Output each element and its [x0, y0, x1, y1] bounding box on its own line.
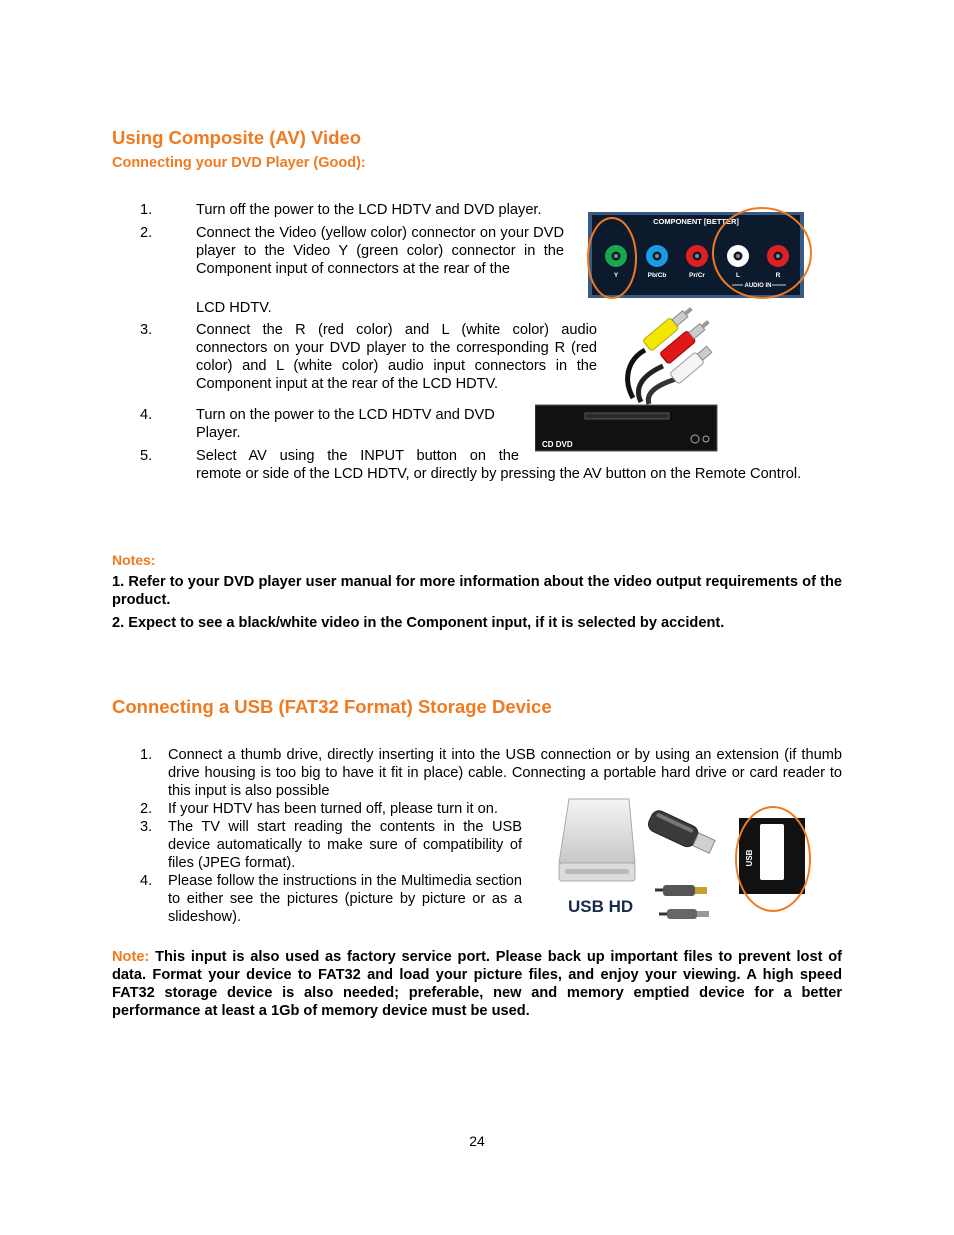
usb-port-panel-illustration	[735, 804, 817, 914]
step-text: The TV will start reading the contents in the USB device automatically to make sure of compatibility of files (JPEG format).	[168, 819, 522, 871]
jack-label: R	[775, 272, 781, 279]
step-number: 5.	[140, 448, 153, 464]
jack-l	[727, 245, 749, 267]
usb-note	[112, 948, 842, 1020]
dvd-label: CD DVD	[542, 440, 573, 449]
usb-note-label: Note:	[112, 949, 150, 965]
step-text: Select AV using the INPUT button on the	[196, 448, 519, 464]
step-number: 1.	[140, 747, 153, 763]
rca-cable-illustration	[615, 300, 725, 410]
step-number: 2.	[140, 801, 153, 817]
step-text: Turn off the power to the LCD HDTV and DVD player.	[196, 202, 542, 218]
step-text: Connect a thumb drive, directly inserting it into the USB connection or by using an extension (if thumb drive housing is too big to have it fit in place) cable. Connecting a portable hard drive or card reader to this input is also possible	[168, 747, 842, 799]
component-input-panel-illustration	[586, 205, 816, 303]
jack-pr	[686, 245, 708, 267]
usb-flash-drive-icon	[646, 808, 717, 857]
audio-in-label: AUDIO IN	[744, 283, 772, 289]
note-item: 2. Expect to see a black/white video in the Component input, if it is selected by accident.	[112, 615, 725, 631]
step-text-continued: LCD HDTV.	[196, 300, 272, 316]
step-text-continued: remote or side of the LCD HDTV, or directly by pressing the AV button on the Remote Control.	[196, 466, 802, 482]
page-number: 24	[469, 1133, 485, 1149]
usb-cable-plug-icon	[655, 885, 707, 896]
jack-label: Pb/Cb	[647, 272, 667, 279]
usb-cable-plug-icon	[659, 909, 709, 919]
disc-tray	[585, 413, 669, 419]
usb-port-label: USB	[745, 849, 754, 867]
usb-hard-drive-icon	[559, 799, 635, 881]
section-subtitle-dvd: Connecting your DVD Player (Good):	[112, 155, 366, 171]
step-text: Connect the Video (yellow color) connector on your DVD player to the Video Y (green color) connector in the Component input of connectors at the rear of the	[196, 225, 564, 277]
step-number: 3.	[140, 819, 153, 835]
usb-note-text: This input is also used as factory service port. Please back up important files to prevent lost of data. Format your device to FAT32 and load your picture files, and enjoy your viewing. A high speed FAT32 storage device is also needed; preferable, new and memory emptied device for a better performance at least a 1Gb of memory device must be used.	[112, 949, 842, 1019]
step-text: If your HDTV has been turned off, please turn it on.	[168, 801, 498, 817]
usb-devices-illustration	[555, 793, 725, 931]
jack-pb	[646, 245, 668, 267]
step-number: 1.	[140, 202, 153, 218]
jack-r	[767, 245, 789, 267]
notes-heading: Notes:	[112, 552, 156, 568]
section-title-composite: Using Composite (AV) Video	[112, 127, 362, 148]
jack-label: Y	[613, 272, 619, 279]
step-text: Connect the R (red color) and L (white color) audio connectors on your DVD player to the corresponding R (red color) and L (white color) audio input connectors in the Component input at the rear of the LCD HDTV.	[196, 322, 597, 392]
panel-title: COMPONENT [BETTER]	[653, 217, 739, 226]
usb-hd-label: USB HD	[568, 897, 634, 916]
step-number: 2.	[140, 225, 153, 241]
dvd-player-illustration	[535, 403, 719, 453]
usb-port-icon	[760, 824, 784, 880]
note-item: 1. Refer to your DVD player user manual for more information about the video output requirements of the product.	[112, 574, 842, 608]
step-number: 4.	[140, 407, 153, 423]
section-title-usb: Connecting a USB (FAT32 Format) Storage Device	[112, 696, 552, 717]
step-text: Please follow the instructions in the Multimedia section to either see the pictures (picture by picture or as a slideshow).	[168, 873, 522, 925]
jack-label: Pr/Cr	[689, 272, 705, 279]
jack-y	[605, 245, 627, 267]
step-text: Turn on the power to the LCD HDTV and DVD Player.	[196, 407, 495, 441]
step-number: 4.	[140, 873, 153, 889]
jack-label: L	[736, 272, 740, 279]
step-number: 3.	[140, 322, 153, 338]
